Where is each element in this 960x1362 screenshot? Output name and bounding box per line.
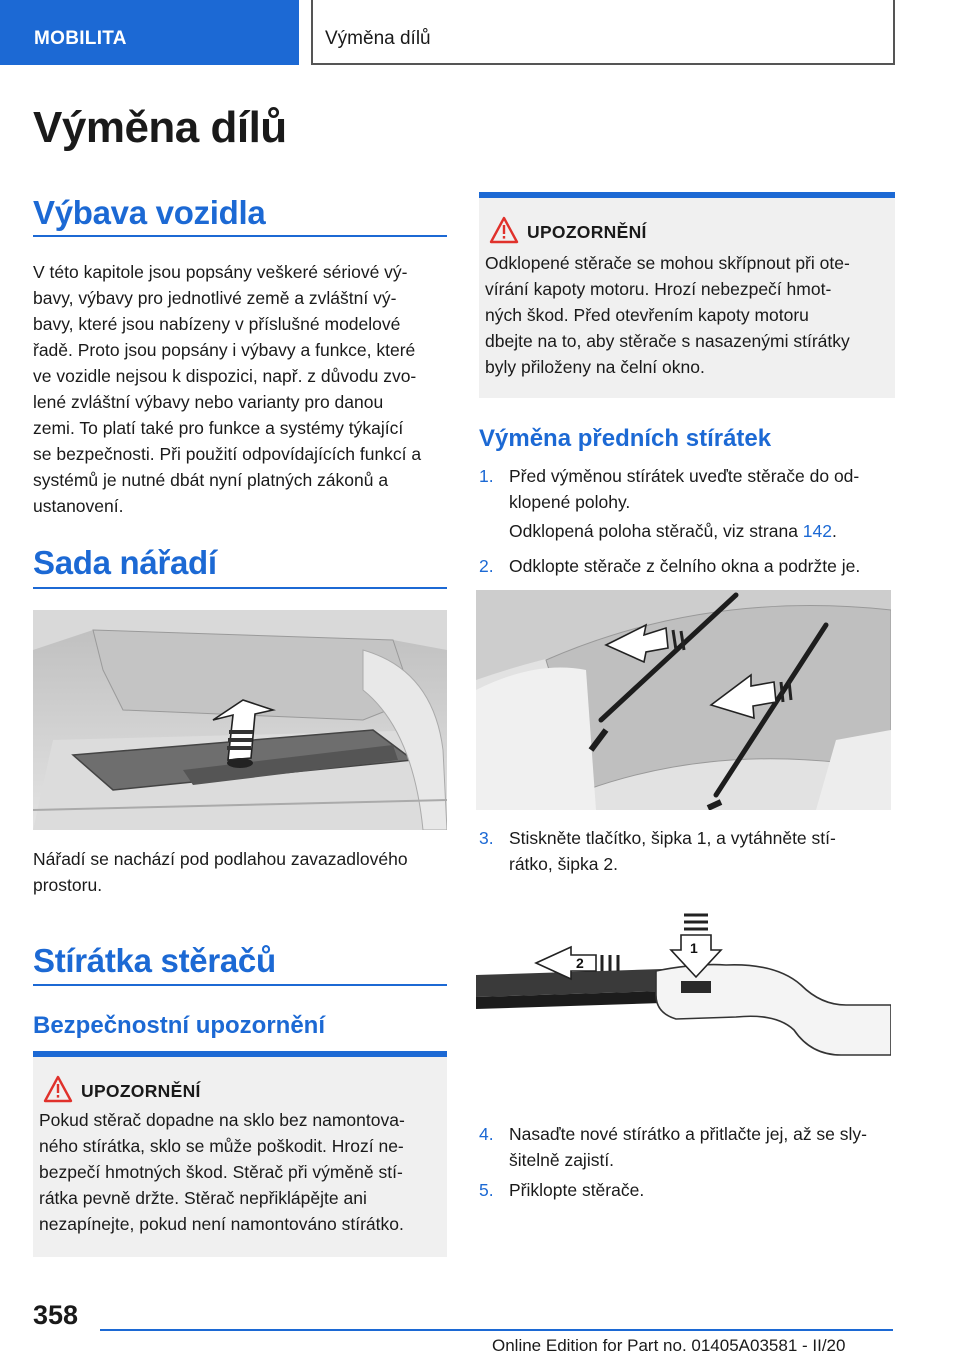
windshield-drawing — [476, 590, 891, 810]
step-number: 4. — [479, 1124, 494, 1144]
text-line: dbejte na to, aby stěrače s nasazenými stírátky — [485, 331, 850, 351]
arrow-1-label: 1 — [690, 940, 698, 956]
warning-triangle-icon — [43, 1075, 73, 1103]
warning-triangle-icon — [489, 216, 519, 244]
header-chapter-box — [311, 0, 895, 65]
warning-text — [39, 1107, 449, 1237]
text-line: byly přiloženy na čelní okno. — [485, 357, 705, 377]
text-line: systémů je nutné dbát nyní platných zákonů a — [33, 470, 389, 490]
text-line: klopené polohy. — [509, 492, 631, 512]
warning-box-1 — [33, 1057, 447, 1257]
step-3 — [479, 825, 899, 877]
text-line: řadě. Proto jsou popsány i výbavy a funkce, které — [33, 340, 416, 360]
heading-rule — [33, 984, 447, 986]
text-line: vírání kapoty motoru. Hrozí nebezpečí hmot‐ — [485, 279, 832, 299]
heading-rule — [33, 235, 447, 237]
trunk-illustration — [33, 610, 447, 830]
wiper-blade-release-illustration — [476, 905, 891, 1110]
page-number: 358 — [33, 1300, 79, 1330]
step-4 — [479, 1121, 899, 1173]
header-section-label: MOBILITA — [34, 28, 127, 49]
text-line: ustanovení. — [33, 496, 124, 516]
text-line: se bezpečnosti. Při použití odpovídajících funkcí a — [33, 444, 422, 464]
heading-rule — [33, 587, 447, 589]
page-title: Výměna dílů — [33, 103, 287, 152]
text-line: rátko, šipka 2. — [509, 854, 618, 874]
text-line: Odklopte stěrače z čelního okna a podržte je. — [509, 556, 861, 576]
text-line: Pokud stěrač dopadne na sklo bez namontova‐ — [39, 1110, 405, 1130]
heading-toolkit: Sada nářadí — [33, 544, 217, 581]
text-line: Nářadí se nachází pod podlahou zavazadlového — [33, 849, 408, 869]
step-number: 2. — [479, 556, 494, 576]
trunk-drawing — [33, 610, 447, 830]
footer-edition: Online Edition for Part no. 01405A03581 - II/20 — [492, 1336, 846, 1355]
text-line: Přiklopte stěrače. — [509, 1180, 645, 1200]
step-number: 1. — [479, 466, 494, 486]
step-1 — [479, 463, 899, 515]
page-reference-link[interactable]: 142 — [802, 521, 832, 541]
text-line: ve vozidle nejsou k dispozici, např. z důvodu zvo‐ — [33, 366, 417, 386]
warning-box-2 — [479, 198, 895, 398]
text-line: lené zvláštní výbavy nebo varianty pro danou — [33, 392, 384, 412]
text-line: Před výměnou stírátek uveďte stěrače do od‐ — [509, 466, 860, 486]
text-line: bavy, které jsou nabízeny v příslušné modelové — [33, 314, 401, 334]
step-2 — [479, 553, 899, 579]
note-text: Odklopená poloha stěračů, viz strana — [509, 521, 803, 541]
warning-title: UPOZORNĚNÍ — [81, 1081, 201, 1101]
footer-rule — [100, 1329, 893, 1331]
vehicle-equipment-text — [33, 259, 453, 519]
text-line: Odklopené stěrače se mohou skřípnout při ote‐ — [485, 253, 850, 273]
text-line: prostoru. — [33, 875, 103, 895]
text-line: ného stírátka, sklo se může poškodit. Hrozí ne‐ — [39, 1136, 404, 1156]
warning-text — [485, 250, 897, 380]
heading-vehicle-equipment: Výbava vozidla — [33, 194, 266, 231]
toolkit-text — [33, 846, 453, 898]
text-line: rátka pevně držte. Stěrač nepřiklápějte ani — [39, 1188, 367, 1208]
text-line: V této kapitole jsou popsány veškeré sériové vý‐ — [33, 262, 408, 282]
arrow-2-label: 2 — [576, 955, 584, 971]
warning-title: UPOZORNĚNÍ — [527, 222, 647, 242]
text-line: Nasaďte nové stírátko a přitlačte jej, až se sly‐ — [509, 1124, 867, 1144]
step-number: 3. — [479, 828, 494, 848]
text-line: ných škod. Před otevřením kapoty motoru — [485, 305, 809, 325]
step-1-note — [479, 518, 899, 544]
header-chapter-label: Výměna dílů — [325, 28, 431, 49]
wiper-blade-drawing — [476, 905, 891, 1110]
heading-wipers: Stírátka stěračů — [33, 942, 276, 979]
text-line: bavy, výbavy pro jednotlivé země a zvláštní vý‐ — [33, 288, 397, 308]
windshield-wipers-illustration — [476, 590, 891, 810]
header-section-tab — [0, 0, 299, 65]
text-line: nezapínejte, pokud není namontováno stírátko. — [39, 1214, 404, 1234]
step-number: 5. — [479, 1180, 494, 1200]
text-line: bezpečí hmotných škod. Stěrač při výměně stí‐ — [39, 1162, 403, 1182]
heading-safety: Bezpečnostní upozornění — [33, 1012, 326, 1039]
text-line: šitelně zajistí. — [509, 1150, 615, 1170]
text-line: Stiskněte tlačítko, šipka 1, a vytáhněte stí‐ — [509, 828, 836, 848]
step-5 — [479, 1177, 899, 1203]
heading-front-wipers: Výměna předních stírátek — [479, 425, 772, 452]
text-line: zemi. To platí také pro funkce a systémy týkající — [33, 418, 404, 438]
note-text-end: . — [832, 521, 837, 541]
